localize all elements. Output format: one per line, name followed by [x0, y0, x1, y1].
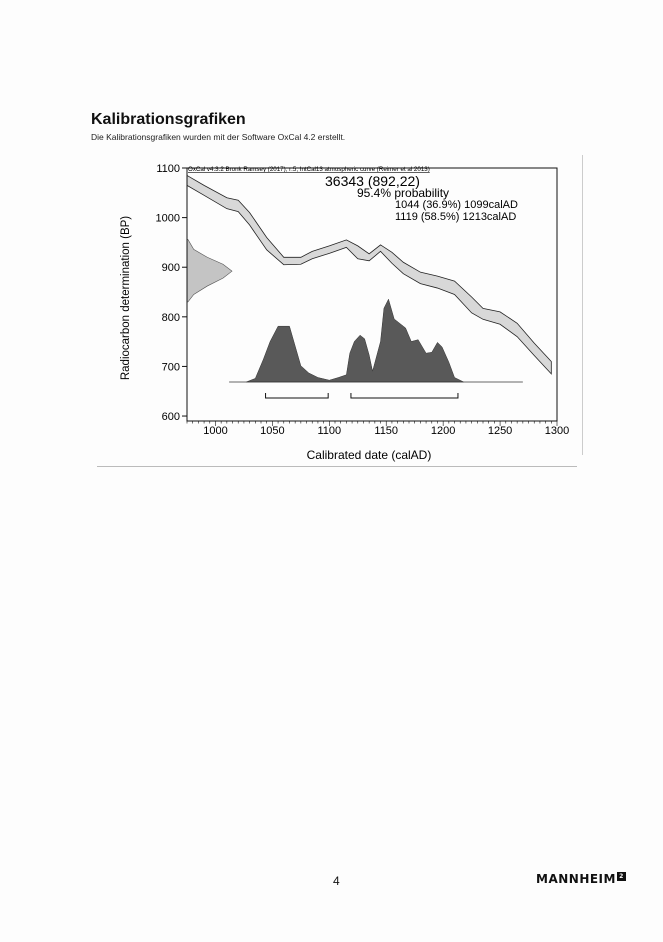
sample-label: 36343 (892,22) [325, 173, 420, 189]
chart-header: OxCal v4.3.2 Bronk Ramsey (2017); r:5; IntCal13 atmospheric curve (Reimer et al 2013) [188, 166, 430, 173]
range-bracket-2 [351, 393, 458, 398]
x-tick-label: 1050 [260, 425, 285, 437]
x-tick-label: 1300 [544, 425, 570, 437]
y-tick-label: 700 [161, 361, 180, 374]
section-heading: Kalibrationsgrafiken [91, 111, 246, 128]
x-axis-label: Calibrated date (calAD) [306, 448, 432, 462]
y-tick-label: 800 [161, 311, 180, 324]
x-tick-label: 1200 [430, 425, 456, 437]
y-tick-label: 1000 [155, 212, 180, 225]
x-tick-label: 1100 [317, 425, 342, 437]
page-number: 4 [333, 874, 340, 888]
y-tick-label: 600 [161, 411, 180, 424]
y-tick-label: 900 [161, 262, 180, 275]
measurement-distribution [187, 239, 232, 302]
y-tick-label: 1100 [156, 163, 180, 175]
section-subtitle: Die Kalibrationsgrafiken wurden mit der Software OxCal 4.2 erstellt. [91, 132, 346, 142]
measurement-distribution-group [187, 239, 232, 302]
range-1-label: 1044 (36.9%) 1099calAD [395, 199, 518, 211]
mannheim-logo: MANNHEIM 2 [536, 872, 626, 886]
logo-mark-icon: 2 [617, 872, 626, 881]
range-2-label: 1119 (58.5%) 1213calAD [395, 211, 517, 223]
range-bracket-1 [266, 393, 329, 398]
y-axis-label: Radiocarbon determination (BP) [120, 215, 132, 381]
figure-bottom-rule [97, 466, 577, 467]
range-brackets-group [266, 393, 458, 398]
x-tick-label: 1000 [203, 425, 228, 437]
x-tick-label: 1250 [487, 425, 513, 437]
figure-side-rule [582, 155, 583, 455]
posterior-distribution [246, 299, 463, 382]
x-tick-label: 1150 [374, 425, 399, 437]
probability-label: 95.4% probability [357, 186, 450, 200]
